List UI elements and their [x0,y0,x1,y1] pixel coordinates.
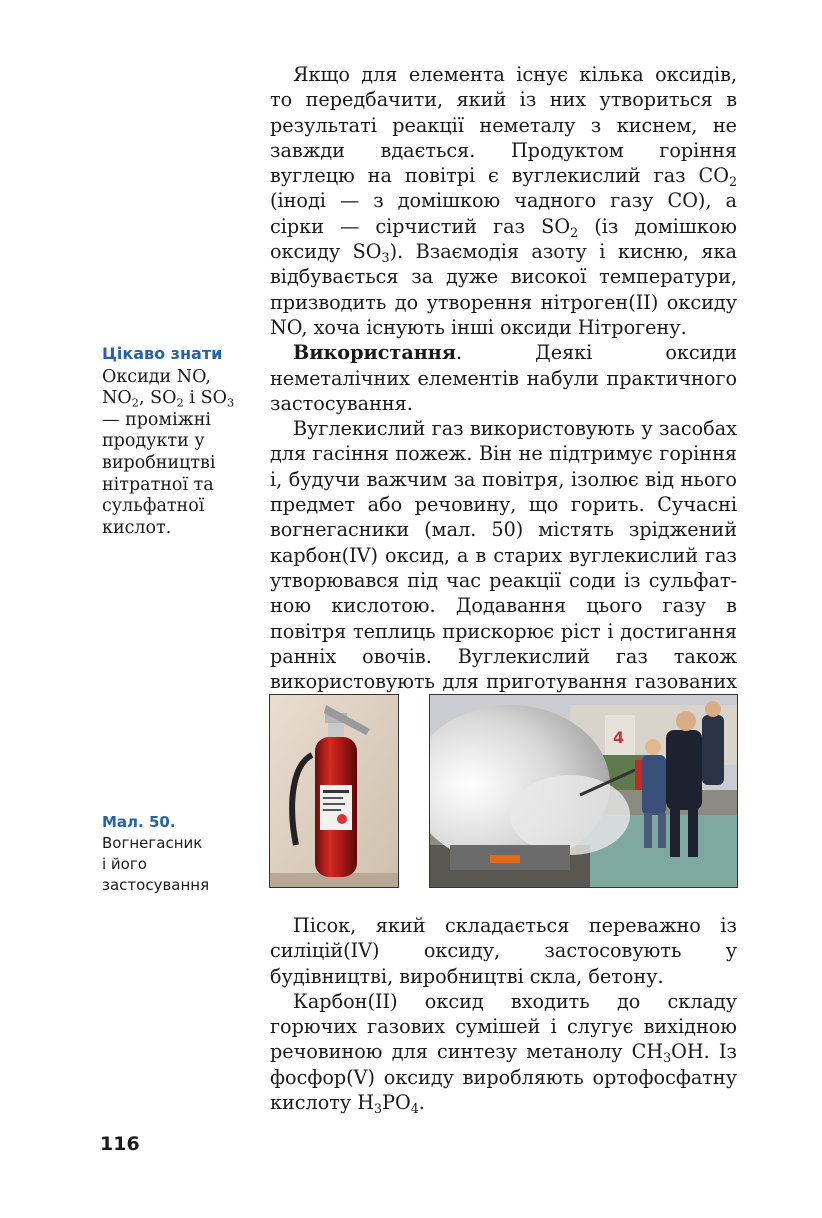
usage-heading: Використання [293,341,457,365]
extinguisher-photo [269,694,399,888]
caption-line-3: застосування [102,876,210,894]
sidebar-text: Оксиди NO, $NO_2$, $SO_2$ і $SO_3$ — проміжні продукти у виробництві нітратної та сульфатної кислот. [102,366,235,538]
caption-title: Мал. 50. [102,813,176,831]
figure-caption [102,812,252,896]
usage-text: . Деякі оксиди неметалічних елементів набули практичного застосування. [270,341,737,415]
paragraph-usage [270,340,737,416]
caption-line-1: Вогнегасник [102,834,203,852]
paragraph-sand: Пісок, який складається переважно із силіцій(IV) оксиду, застосовують у будівництві, виробництві скла, бетону. [270,914,737,988]
sidebar-note [102,343,252,539]
sidebar-title: Цікаво знати [102,344,223,363]
paragraph-co2: Вуглекислий газ використовують у засобах для гасіння пожеж. Він не підтримує горіння і, будучи важчим за повітря, ізолює від нього предмет або речовину, що горить. Сучасні вогнегасники (мал. 50) містять зріджений карбон(IV) оксид, а в старих вуглекислий газ утворювався під час реакції соди із сульфатною кислотою. Додавання цього газу в повітря теплиць прискорює ріст і достигання ранніх овочів. Вуглекислий газ також використовують для приготування газованих [270,417,737,694]
main-text [270,62,737,720]
usage-photo [429,694,738,888]
page-number: 116 [100,1133,140,1155]
paragraph-carbon-monoxide: Карбон(II) оксид входить до складу горючих газових сумішей і слугує вихідною речовиною для синтезу метанолу $CH_3OH$. Із фосфор(V) оксиду виробляють ортофосфатну кислоту $H_3PO_4$. [270,989,737,1116]
extinguisher-icon [270,695,398,887]
building-number: 4 [613,728,625,747]
fire-demo-illustration [430,695,737,887]
main-text-bottom [270,913,737,1115]
paragraph-oxides-intro: Якщо для елемента існує кілька оксидів, то передбачити, який із них утвориться в результаті реакції неметалу з киснем, не завжди вдається. Продуктом горіння вуглецю на повітрі є вуглекислий газ $CO_2$ (іноді — з домішкою чадного газу CO), а сірки — сірчистий газ $SO_2$ (із домішкою оксиду $SO_3$). Взаємодія азоту і кисню, яка відбувається за дуже високої температури, призводить до утворення нітроген(II) оксиду NO, хоча існують інші оксиди Нітрогену. [270,63,737,339]
caption-line-2: і його [102,855,147,873]
